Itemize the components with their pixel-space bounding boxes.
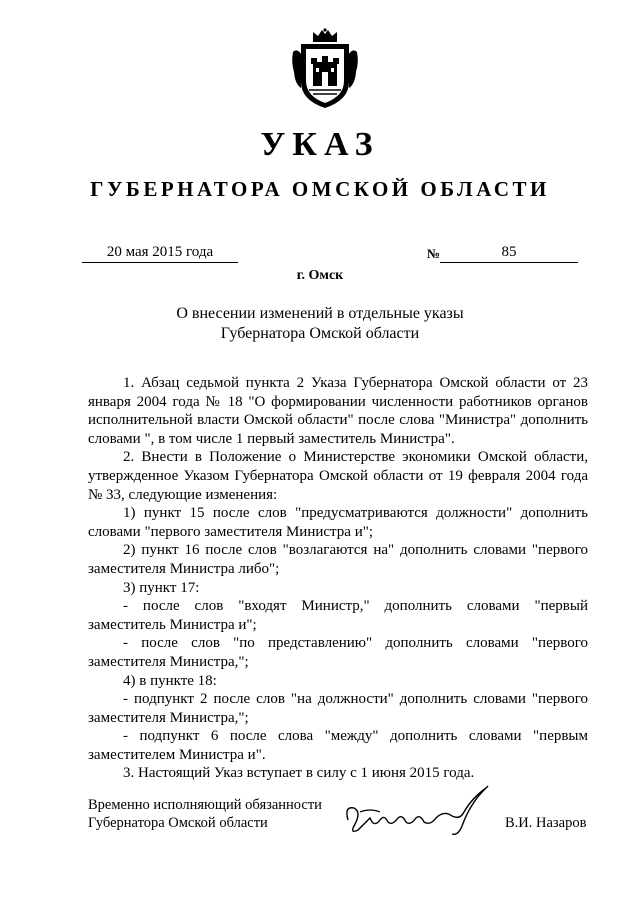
- body-paragraph: 2. Внести в Положение о Министерстве экономики Омской области, утвержденное Указом Губернатора Омской области от 19 февраля 2004 года № 33, следующие изменения:: [88, 449, 588, 503]
- position-line-1: Временно исполняющий обязанности: [88, 797, 322, 813]
- document-date: 20 мая 2015 года: [82, 242, 238, 263]
- body-paragraph: - после слов "по представлению" дополнить словами "первого заместителя Министра,";: [88, 635, 588, 670]
- document-title: УКАЗ: [260, 126, 380, 163]
- number-label: №: [427, 246, 441, 261]
- handwritten-signature: [340, 782, 490, 840]
- body-paragraph: 4) в пункте 18:: [123, 672, 217, 689]
- document-number: 85: [440, 242, 578, 263]
- subject-line-2: Губернатора Омской области: [220, 325, 420, 342]
- signatory-position: [88, 796, 322, 832]
- body-paragraph: 1. Абзац седьмой пункта 2 Указа Губернатора Омской области от 23 января 2004 года № 18 "О формировании численности работников органов исполнительной власти Омской области" после слова "Министра" дополнить словами ", в том числе 1 первый заместитель Министра".: [88, 375, 588, 447]
- body-paragraph: - после слов "входят Министр," дополнить словами "первый заместитель Министра и";: [88, 598, 588, 633]
- position-line-2: Губернатора Омской области: [88, 815, 268, 831]
- document-place: г. Омск: [296, 268, 344, 283]
- document-body: [88, 374, 588, 783]
- subject-line-1: О внесении изменений в отдельные указы: [176, 305, 464, 322]
- body-paragraph: 3. Настоящий Указ вступает в силу с 1 июня 2015 года.: [123, 765, 475, 782]
- coat-of-arms-icon: [291, 28, 359, 110]
- body-paragraph: - подпункт 6 после слова "между" дополнить словами "первым заместителем Министра и".: [88, 728, 588, 763]
- body-paragraph: 1) пункт 15 после слов "предусматриваются должности" дополнить словами "первого заместителя Министра и";: [88, 505, 588, 540]
- body-paragraph: - подпункт 2 после слов "на должности" дополнить словами "первого заместителя Министра,";: [88, 691, 588, 726]
- body-paragraph: 2) пункт 16 после слов "возлагаются на" дополнить словами "первого заместителя Министра либо";: [88, 542, 588, 577]
- document-subtitle: ГУБЕРНАТОРА ОМСКОЙ ОБЛАСТИ: [90, 177, 550, 201]
- document-subject: [0, 304, 640, 344]
- body-paragraph: 3) пункт 17:: [123, 579, 200, 596]
- signatory-name: В.И. Назаров: [505, 815, 587, 831]
